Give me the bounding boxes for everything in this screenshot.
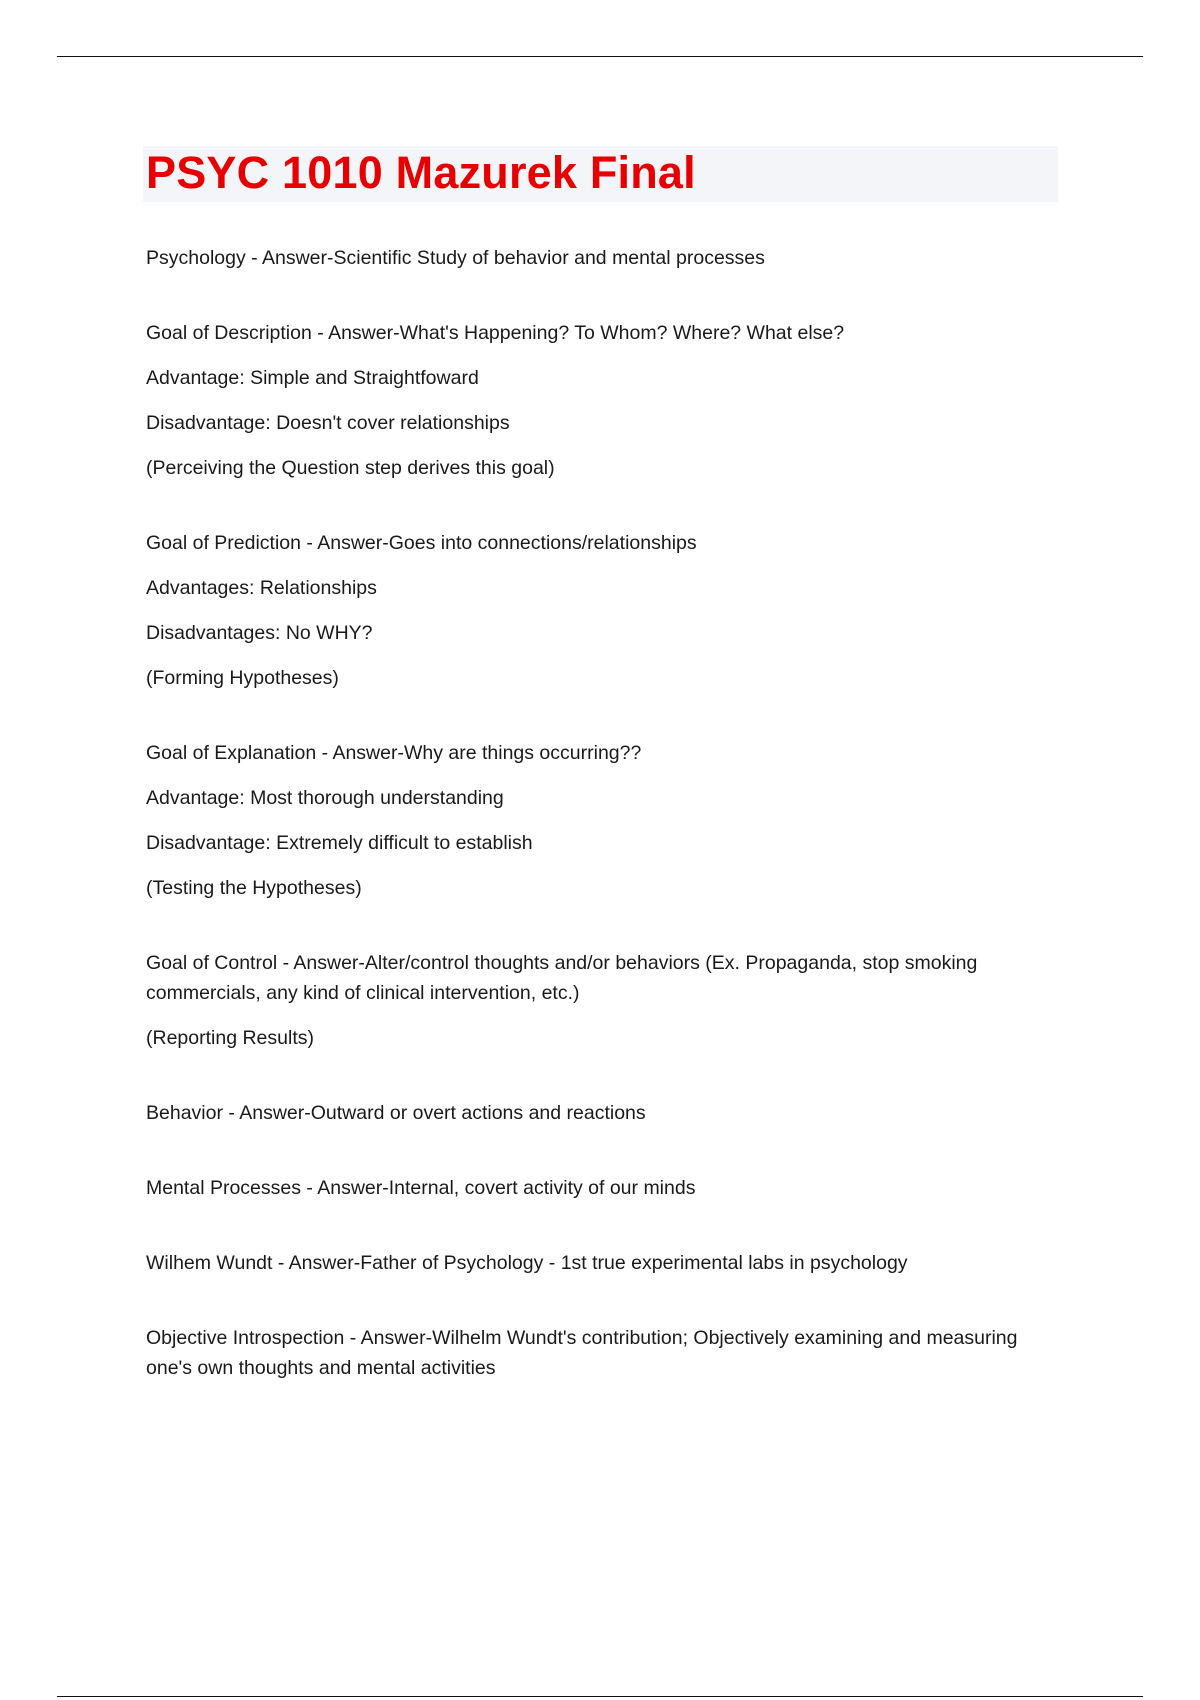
entry-goal-of-control — [146, 948, 1046, 1053]
entry-line: Goal of Control - Answer-Alter/control thoughts and/or behaviors (Ex. Propaganda, stop smoking commercials, any kind of clinical intervention, etc.) — [146, 952, 978, 1004]
entry-psychology — [146, 243, 1046, 273]
entry-line: Goal of Explanation - Answer-Why are things occurring?? — [146, 742, 642, 764]
entry-objective-introspection — [146, 1323, 1046, 1383]
entry-line: (Perceiving the Question step derives this goal) — [146, 457, 555, 479]
entry-line: Psychology - Answer-Scientific Study of behavior and mental processes — [146, 247, 765, 269]
entry-line: Disadvantages: No WHY? — [146, 622, 373, 644]
entry-goal-of-explanation — [146, 738, 1046, 903]
entry-line: Advantage: Most thorough understanding — [146, 787, 504, 809]
entry-line: Goal of Description - Answer-What's Happening? To Whom? Where? What else? — [146, 322, 845, 344]
entry-line: Mental Processes - Answer-Internal, covert activity of our minds — [146, 1177, 696, 1199]
document-body — [146, 243, 1046, 1383]
entry-goal-of-description — [146, 318, 1046, 483]
entry-line: Disadvantage: Extremely difficult to establish — [146, 832, 533, 854]
entry-line: (Forming Hypotheses) — [146, 667, 339, 689]
entry-line: (Reporting Results) — [146, 1027, 314, 1049]
entry-behavior — [146, 1098, 1046, 1128]
entry-line: Behavior - Answer-Outward or overt actions and reactions — [146, 1102, 646, 1124]
document-title: PSYC 1010 Mazurek Final — [146, 147, 696, 198]
entry-line: Disadvantage: Doesn't cover relationships — [146, 412, 510, 434]
entry-line: Objective Introspection - Answer-Wilhelm Wundt's contribution; Objectively examining and measuring one's own thoughts and mental activities — [146, 1327, 1018, 1379]
entry-line: Advantage: Simple and Straightfoward — [146, 367, 479, 389]
page-top-rule — [57, 56, 1143, 57]
entry-goal-of-prediction — [146, 528, 1046, 693]
entry-line: Wilhem Wundt - Answer-Father of Psychology - 1st true experimental labs in psychology — [146, 1252, 908, 1274]
entry-line: (Testing the Hypotheses) — [146, 877, 362, 899]
page-bottom-rule — [57, 1696, 1143, 1697]
entry-line: Advantages: Relationships — [146, 577, 377, 599]
entry-line: Goal of Prediction - Answer-Goes into connections/relationships — [146, 532, 697, 554]
entry-mental-processes — [146, 1173, 1046, 1203]
entry-wilhem-wundt — [146, 1248, 1046, 1278]
